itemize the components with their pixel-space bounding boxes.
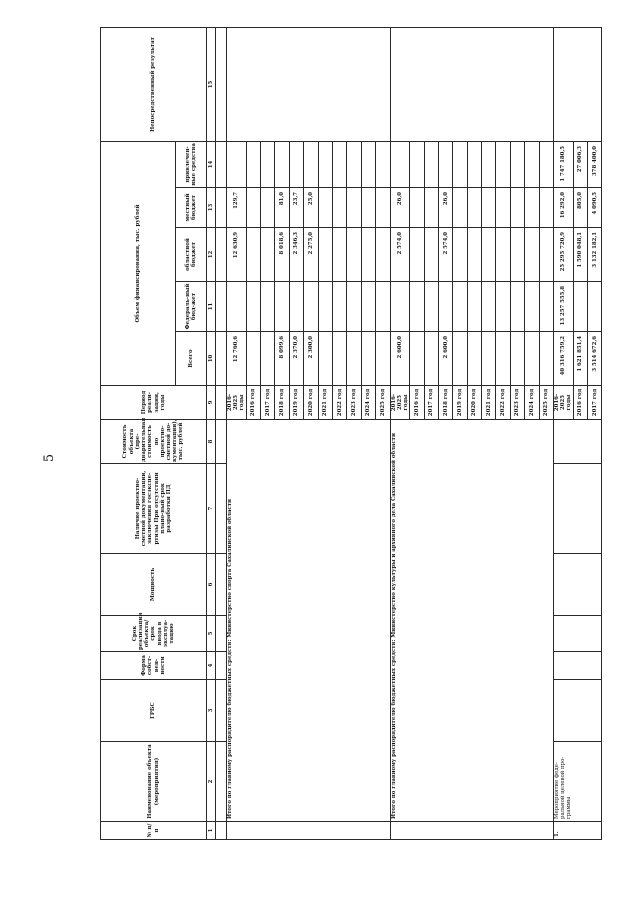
section-title: Итого по главному распорядителю бюджетных средств: Министерство спорта Сахалинской области [227, 420, 391, 822]
federal-cell [275, 282, 289, 332]
local-cell [467, 188, 481, 228]
federal-cell [438, 282, 452, 332]
column-number: 10 [207, 332, 216, 386]
federal-cell [347, 282, 361, 332]
header-grbs: ГРБС [101, 680, 207, 742]
header-federal: Федераль-ный бюд-жет [176, 282, 207, 332]
regional-cell [496, 228, 510, 282]
local-cell [424, 188, 438, 228]
total-cell [424, 332, 438, 386]
local-cell [376, 188, 390, 228]
column-number: 15 [207, 27, 216, 141]
period-cell: 2022 год [496, 386, 510, 420]
attracted-cell: 378 400,0 [588, 141, 602, 187]
column-number: 3 [207, 680, 216, 742]
attracted-cell [347, 141, 361, 187]
period-cell: 2016 год [573, 386, 587, 420]
local-cell: 129,7 [227, 188, 247, 228]
column-number: 7 [207, 464, 216, 554]
regional-cell [361, 228, 375, 282]
federal-cell [332, 282, 346, 332]
regional-cell [525, 228, 539, 282]
federal-cell [227, 282, 247, 332]
total-cell: 2 600,0 [390, 332, 410, 386]
total-cell [482, 332, 496, 386]
header-result: Непосредственный результат [101, 27, 207, 141]
result-cell [390, 27, 554, 141]
local-cell [410, 188, 424, 228]
total-cell [361, 332, 375, 386]
regional-cell [347, 228, 361, 282]
local-cell [525, 188, 539, 228]
column-number: 2 [207, 742, 216, 822]
federal-cell [539, 282, 553, 332]
total-cell: 2 600,0 [438, 332, 452, 386]
local-cell [510, 188, 524, 228]
period-cell: 2024 год [361, 386, 375, 420]
total-cell [376, 332, 390, 386]
column-number: 8 [207, 420, 216, 464]
federal-cell [525, 282, 539, 332]
financing-table-body [227, 27, 602, 839]
federal-cell: 13 257 555,8 [554, 282, 574, 332]
regional-cell [424, 228, 438, 282]
regional-cell: 3 132 182,1 [588, 228, 602, 282]
header-period: Период реали-зации, годы [101, 386, 207, 420]
period-cell: 2021 год [318, 386, 332, 420]
period-cell: 2024 год [525, 386, 539, 420]
attracted-cell [539, 141, 553, 187]
attracted-cell [275, 141, 289, 187]
column-number: 5 [207, 616, 216, 652]
local-cell: 16 292,0 [554, 188, 574, 228]
period-cell: 2016-2025 годы [554, 386, 574, 420]
row-number: 1. [554, 822, 602, 840]
attracted-cell: 1 747 180,5 [554, 141, 574, 187]
period-cell: 2023 год [510, 386, 524, 420]
regional-cell: 2 346,3 [289, 228, 303, 282]
header-regional: областной бюджет [176, 228, 207, 282]
regional-cell [467, 228, 481, 282]
total-cell [525, 332, 539, 386]
table-row [554, 27, 574, 839]
attracted-cell [525, 141, 539, 187]
period-cell: 2018 год [438, 386, 452, 420]
federal-cell [453, 282, 467, 332]
federal-cell [376, 282, 390, 332]
local-cell: 805,0 [573, 188, 587, 228]
total-cell [539, 332, 553, 386]
column-number: 13 [207, 188, 216, 228]
section-title: Итого по главному распорядителю бюджетных средств: Министерство культуры и архивного дела Сахалинской области [390, 420, 554, 822]
federal-cell [482, 282, 496, 332]
period-cell: 2022 год [332, 386, 346, 420]
rotated-table-wrapper [100, 28, 598, 840]
attracted-cell [304, 141, 318, 187]
period-cell: 2016 год [246, 386, 260, 420]
period-cell: 2021 год [482, 386, 496, 420]
federal-cell [261, 282, 275, 332]
header-financing: Объем финансирования, тыс. рублей [101, 141, 176, 385]
header-no: № п/п [101, 822, 207, 840]
local-cell: 26,0 [390, 188, 410, 228]
total-cell [510, 332, 524, 386]
period-cell: 2016 год [410, 386, 424, 420]
total-cell: 2 300,0 [304, 332, 318, 386]
federal-cell [424, 282, 438, 332]
column-number: 1 [207, 822, 216, 840]
period-cell: 2016-2025 годы [390, 386, 410, 420]
header-cost: Стоимость объекта (пре-дварительная стоимость по проектно-сметной до-кументации), тыс. рублей [101, 420, 207, 464]
local-cell [539, 188, 553, 228]
regional-cell [410, 228, 424, 282]
total-cell: 12 760,6 [227, 332, 247, 386]
federal-cell [410, 282, 424, 332]
period-cell: 2017 год [588, 386, 602, 420]
attracted-cell [361, 141, 375, 187]
local-cell [261, 188, 275, 228]
period-cell: 2018 год [275, 386, 289, 420]
total-cell [467, 332, 481, 386]
header-attracted: привлечен-ные средства [176, 141, 207, 187]
total-cell [347, 332, 361, 386]
total-cell: 8 099,6 [275, 332, 289, 386]
header-doc: Наличие проектно-сметной документации, заключения госэкспе-ртизы При отсутствии плано-вый срок разработки ПД [101, 464, 207, 554]
federal-cell [510, 282, 524, 332]
attracted-cell [246, 141, 260, 187]
total-cell [496, 332, 510, 386]
column-number-row [207, 27, 216, 839]
attracted-cell [482, 141, 496, 187]
header-name: Наименование объекта (мероприятия) [101, 742, 207, 822]
table-row [227, 27, 247, 839]
local-cell [361, 188, 375, 228]
local-cell [453, 188, 467, 228]
period-cell: 2025 год [539, 386, 553, 420]
regional-cell [318, 228, 332, 282]
attracted-cell [261, 141, 275, 187]
regional-cell [539, 228, 553, 282]
local-cell [318, 188, 332, 228]
attracted-cell [410, 141, 424, 187]
regional-cell [453, 228, 467, 282]
regional-cell: 8 018,6 [275, 228, 289, 282]
column-number: 11 [207, 282, 216, 332]
header-capacity: Мощность [101, 554, 207, 616]
column-number: 14 [207, 141, 216, 187]
local-cell: 81,0 [275, 188, 289, 228]
regional-cell: 25 295 720,9 [554, 228, 574, 282]
federal-cell [361, 282, 375, 332]
attracted-cell [289, 141, 303, 187]
attracted-cell [376, 141, 390, 187]
table-row [390, 27, 410, 839]
attracted-cell [510, 141, 524, 187]
attracted-cell [453, 141, 467, 187]
total-cell: 40 316 759,2 [554, 332, 574, 386]
column-number: 4 [207, 652, 216, 680]
regional-cell [332, 228, 346, 282]
federal-cell [289, 282, 303, 332]
attracted-cell [390, 141, 410, 187]
attracted-cell [496, 141, 510, 187]
attracted-cell [318, 141, 332, 187]
period-cell: 2020 год [304, 386, 318, 420]
regional-cell [261, 228, 275, 282]
period-cell: 2023 год [347, 386, 361, 420]
federal-cell [246, 282, 260, 332]
federal-cell [304, 282, 318, 332]
attracted-cell [424, 141, 438, 187]
total-cell [246, 332, 260, 386]
financing-table [100, 27, 602, 840]
measure-name: Мероприятие феде-ральной целевой про-граммы [554, 742, 602, 822]
local-cell [347, 188, 361, 228]
period-cell: 2016-2025 годы [227, 386, 247, 420]
period-cell: 2017 год [424, 386, 438, 420]
local-cell [496, 188, 510, 228]
attracted-cell [332, 141, 346, 187]
regional-cell: 12 630,9 [227, 228, 247, 282]
total-cell [318, 332, 332, 386]
federal-cell [467, 282, 481, 332]
period-cell: 2025 год [376, 386, 390, 420]
federal-cell [496, 282, 510, 332]
regional-cell: 1 590 048,1 [573, 228, 587, 282]
attracted-cell [438, 141, 452, 187]
local-cell [246, 188, 260, 228]
local-cell: 26,0 [438, 188, 452, 228]
regional-cell [482, 228, 496, 282]
total-cell [332, 332, 346, 386]
total-cell [453, 332, 467, 386]
total-cell: 1 621 851,4 [573, 332, 587, 386]
regional-cell [376, 228, 390, 282]
column-number: 9 [207, 386, 216, 420]
local-cell [332, 188, 346, 228]
header-total: Всего [176, 332, 207, 386]
regional-cell [246, 228, 260, 282]
total-cell [410, 332, 424, 386]
header-form: Форма собст-вен-ности [101, 652, 207, 680]
total-cell: 3 514 672,6 [588, 332, 602, 386]
header-term: Срок реализации объекта/ срок ввода в эксплуа-тацию [101, 616, 207, 652]
page-number: 5 [42, 453, 57, 463]
blank-row [216, 27, 227, 839]
federal-cell [573, 282, 587, 332]
row-number [227, 822, 391, 840]
attracted-cell [467, 141, 481, 187]
attracted-cell [227, 141, 247, 187]
period-cell: 2019 год [453, 386, 467, 420]
column-number: 6 [207, 554, 216, 616]
period-cell: 2020 год [467, 386, 481, 420]
regional-cell: 2 574,0 [438, 228, 452, 282]
header-local: местный бюджет [176, 188, 207, 228]
local-cell: 23,7 [289, 188, 303, 228]
regional-cell [510, 228, 524, 282]
total-cell: 2 370,0 [289, 332, 303, 386]
local-cell: 4 090,5 [588, 188, 602, 228]
local-cell [482, 188, 496, 228]
result-cell [554, 27, 602, 141]
local-cell: 25,0 [304, 188, 318, 228]
regional-cell: 2 574,0 [390, 228, 410, 282]
federal-cell [318, 282, 332, 332]
period-cell: 2019 год [289, 386, 303, 420]
federal-cell [390, 282, 410, 332]
total-cell [261, 332, 275, 386]
federal-cell [588, 282, 602, 332]
regional-cell: 2 275,0 [304, 228, 318, 282]
row-number [390, 822, 554, 840]
period-cell: 2017 год [261, 386, 275, 420]
column-number: 12 [207, 228, 216, 282]
result-cell [227, 27, 391, 141]
landscape-page [100, 28, 598, 840]
attracted-cell: 27 006,3 [573, 141, 587, 187]
